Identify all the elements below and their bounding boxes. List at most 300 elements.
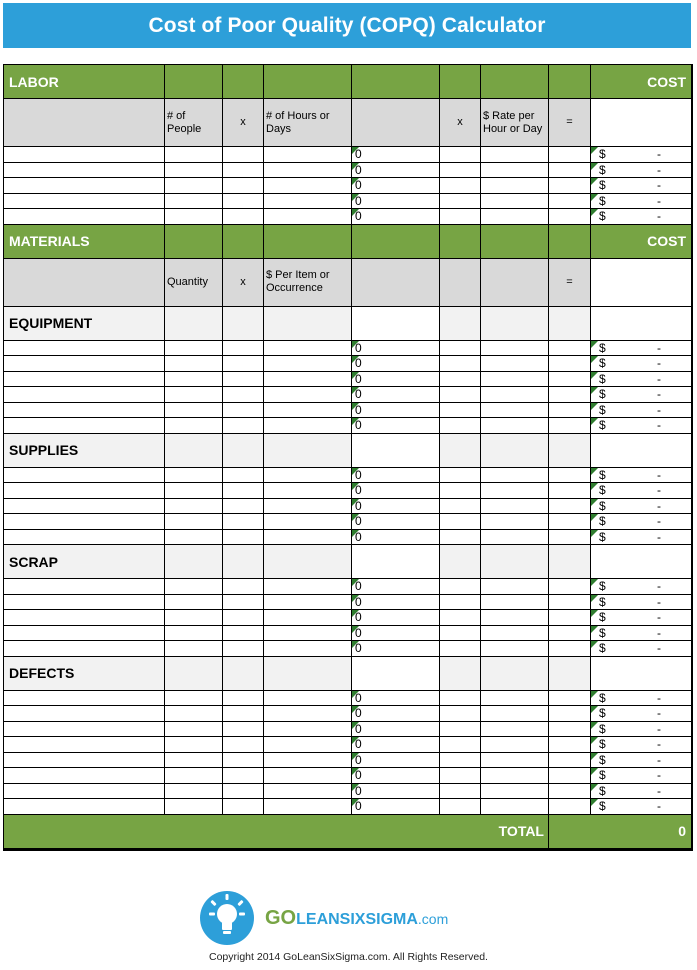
materials-row-cell[interactable] xyxy=(4,768,165,784)
materials-row-cell[interactable] xyxy=(481,403,549,419)
labor-column-header-text: x xyxy=(240,116,246,128)
materials-row-cell[interactable] xyxy=(440,595,481,611)
labor-row-cell[interactable] xyxy=(4,163,165,179)
materials-row-cell[interactable] xyxy=(223,753,264,769)
materials-row-cell[interactable] xyxy=(549,706,591,722)
labor-row-formula-value[interactable] xyxy=(352,147,440,163)
materials-row-cell[interactable] xyxy=(4,626,165,642)
labor-row-cell[interactable] xyxy=(549,147,591,163)
group-scrap-title-cell xyxy=(264,545,352,579)
labor-row-formula-value[interactable] xyxy=(352,178,440,194)
total-value xyxy=(549,815,692,849)
materials-row-cell[interactable] xyxy=(165,768,223,784)
materials-row-cell[interactable] xyxy=(549,784,591,800)
materials-row-cell[interactable] xyxy=(440,641,481,657)
materials-row-cell[interactable] xyxy=(440,737,481,753)
materials-row-formula-value[interactable] xyxy=(352,595,440,611)
materials-row-formula-value[interactable] xyxy=(352,418,440,434)
formula-marker-icon xyxy=(352,737,359,744)
materials-row-cell[interactable] xyxy=(481,768,549,784)
materials-row-cell[interactable] xyxy=(481,626,549,642)
materials-row-cell[interactable] xyxy=(223,737,264,753)
labor-row-cell[interactable] xyxy=(481,178,549,194)
materials-row-cell[interactable] xyxy=(440,768,481,784)
materials-row-cell[interactable] xyxy=(264,706,352,722)
materials-row-cell[interactable] xyxy=(4,691,165,707)
materials-row-cell[interactable] xyxy=(440,387,481,403)
materials-row-cell[interactable] xyxy=(223,499,264,515)
materials-row-cell[interactable] xyxy=(440,799,481,815)
materials-row-cost[interactable] xyxy=(591,403,692,419)
materials-row-cell[interactable] xyxy=(481,595,549,611)
materials-row-cell[interactable] xyxy=(4,610,165,626)
materials-row-cell[interactable] xyxy=(165,341,223,357)
materials-row-cell[interactable] xyxy=(440,722,481,738)
group-equipment-title xyxy=(4,307,165,341)
labor-row-cell[interactable] xyxy=(165,209,223,225)
materials-row-cost-text: $ xyxy=(599,356,606,370)
materials-row-cell[interactable] xyxy=(223,784,264,800)
labor-row-cell[interactable] xyxy=(4,178,165,194)
labor-row-cost[interactable] xyxy=(591,163,692,179)
materials-row-formula-value[interactable] xyxy=(352,722,440,738)
materials-row-cell[interactable] xyxy=(165,530,223,546)
materials-row-formula-value[interactable] xyxy=(352,626,440,642)
labor-row-cell[interactable] xyxy=(4,147,165,163)
labor-row-cell[interactable] xyxy=(264,147,352,163)
materials-row-cell[interactable] xyxy=(165,387,223,403)
col-multiply-2 xyxy=(440,99,481,147)
materials-row-formula-value[interactable] xyxy=(352,403,440,419)
materials-row-formula-value[interactable] xyxy=(352,753,440,769)
materials-row-cell[interactable] xyxy=(440,626,481,642)
labor-row-cell[interactable] xyxy=(549,194,591,210)
materials-row-cell[interactable] xyxy=(165,418,223,434)
labor-row-cell[interactable] xyxy=(549,163,591,179)
materials-row-cell[interactable] xyxy=(264,418,352,434)
materials-row-cell[interactable] xyxy=(440,356,481,372)
materials-row-formula-value[interactable] xyxy=(352,768,440,784)
materials-row-cell[interactable] xyxy=(481,722,549,738)
materials-row-cell[interactable] xyxy=(264,403,352,419)
materials-section-title xyxy=(4,225,165,259)
labor-row-cell[interactable] xyxy=(481,209,549,225)
materials-row-cell[interactable] xyxy=(223,706,264,722)
materials-row-cell[interactable] xyxy=(165,753,223,769)
formula-marker-icon xyxy=(352,579,359,586)
materials-row-cell[interactable] xyxy=(549,626,591,642)
materials-row-cell[interactable] xyxy=(165,514,223,530)
materials-row-cell[interactable] xyxy=(549,530,591,546)
materials-column-header xyxy=(4,259,165,307)
labor-row-formula-value[interactable] xyxy=(352,194,440,210)
labor-row-cell[interactable] xyxy=(440,209,481,225)
materials-row-cell[interactable] xyxy=(165,403,223,419)
materials-row-formula-value[interactable] xyxy=(352,799,440,815)
labor-row-cost[interactable] xyxy=(591,209,692,225)
materials-row-formula-value[interactable] xyxy=(352,579,440,595)
materials-row-cell[interactable] xyxy=(264,626,352,642)
labor-row-cell[interactable] xyxy=(264,194,352,210)
materials-row-cell[interactable] xyxy=(264,641,352,657)
labor-row-cell[interactable] xyxy=(264,163,352,179)
labor-row-cell[interactable] xyxy=(264,209,352,225)
materials-row-cell[interactable] xyxy=(223,722,264,738)
materials-row-cost[interactable] xyxy=(591,530,692,546)
labor-row-cost-text: - xyxy=(657,147,661,161)
materials-row-cell[interactable] xyxy=(223,799,264,815)
materials-row-cell[interactable] xyxy=(549,514,591,530)
group-equipment-title-cell xyxy=(165,307,223,341)
materials-row-cell[interactable] xyxy=(165,641,223,657)
labor-row-cell[interactable] xyxy=(223,147,264,163)
materials-row-cell[interactable] xyxy=(223,626,264,642)
materials-row-cost-text: $ xyxy=(599,768,606,782)
materials-row-cell[interactable] xyxy=(4,468,165,484)
materials-row-formula-value[interactable] xyxy=(352,706,440,722)
materials-row-cell[interactable] xyxy=(165,372,223,388)
materials-row-cell[interactable] xyxy=(4,595,165,611)
labor-row-cost[interactable] xyxy=(591,147,692,163)
formula-marker-icon xyxy=(352,194,359,201)
materials-row-cell[interactable] xyxy=(264,514,352,530)
materials-row-formula-value[interactable] xyxy=(352,610,440,626)
materials-row-cell[interactable] xyxy=(165,784,223,800)
materials-row-formula-value-text: 0 xyxy=(355,467,362,482)
materials-row-formula-value-text: 0 xyxy=(355,483,362,497)
materials-row-cost-text: $ xyxy=(599,483,606,497)
formula-marker-icon xyxy=(591,784,598,791)
materials-row-cell[interactable] xyxy=(481,356,549,372)
materials-row-cell[interactable] xyxy=(264,610,352,626)
materials-row-cell[interactable] xyxy=(223,372,264,388)
materials-row-cost[interactable] xyxy=(591,468,692,484)
materials-row-formula-value[interactable] xyxy=(352,514,440,530)
materials-row-cost[interactable] xyxy=(591,626,692,642)
materials-row-cell[interactable] xyxy=(4,341,165,357)
materials-row-formula-value[interactable] xyxy=(352,372,440,388)
labor-row-cell[interactable] xyxy=(165,178,223,194)
formula-marker-icon xyxy=(352,418,359,425)
materials-row-cell[interactable] xyxy=(481,706,549,722)
labor-row-cost[interactable] xyxy=(591,194,692,210)
materials-row-cell[interactable] xyxy=(549,387,591,403)
materials-row-cost[interactable] xyxy=(591,753,692,769)
labor-row-cell[interactable] xyxy=(440,178,481,194)
materials-row-cell[interactable] xyxy=(549,468,591,484)
materials-row-cost[interactable] xyxy=(591,514,692,530)
materials-row-cell[interactable] xyxy=(223,595,264,611)
materials-row-cell[interactable] xyxy=(481,530,549,546)
materials-row-cell[interactable] xyxy=(4,483,165,499)
materials-row-cell[interactable] xyxy=(264,595,352,611)
materials-row-cost[interactable] xyxy=(591,356,692,372)
materials-row-cell[interactable] xyxy=(223,641,264,657)
materials-row-cell[interactable] xyxy=(481,610,549,626)
materials-row-cell[interactable] xyxy=(4,499,165,515)
materials-row-cell[interactable] xyxy=(440,610,481,626)
materials-row-formula-value[interactable] xyxy=(352,356,440,372)
materials-row-formula-value-text: 0 xyxy=(355,529,362,544)
materials-row-cell[interactable] xyxy=(481,418,549,434)
materials-row-cell[interactable] xyxy=(481,372,549,388)
materials-row-cost[interactable] xyxy=(591,799,692,815)
materials-row-cell[interactable] xyxy=(549,403,591,419)
materials-row-cost-text: $ xyxy=(599,529,606,544)
group-defects-title-cell xyxy=(264,657,352,691)
materials-row-cost[interactable] xyxy=(591,579,692,595)
materials-row-cell[interactable] xyxy=(4,722,165,738)
materials-row-cell[interactable] xyxy=(165,499,223,515)
materials-row-cell[interactable] xyxy=(549,372,591,388)
materials-row-cell[interactable] xyxy=(440,483,481,499)
labor-row-cell[interactable] xyxy=(481,147,549,163)
materials-row-cell[interactable] xyxy=(4,530,165,546)
materials-row-cell[interactable] xyxy=(165,737,223,753)
materials-column-header-text: Quantity xyxy=(167,275,208,288)
materials-row-cell[interactable] xyxy=(165,610,223,626)
materials-row-cell[interactable] xyxy=(481,784,549,800)
materials-row-formula-value[interactable] xyxy=(352,737,440,753)
formula-marker-icon xyxy=(352,499,359,506)
materials-row-cell[interactable] xyxy=(4,784,165,800)
labor-column-header xyxy=(591,99,692,147)
materials-row-cell[interactable] xyxy=(264,784,352,800)
materials-row-cell[interactable] xyxy=(264,499,352,515)
labor-row-cell[interactable] xyxy=(264,178,352,194)
materials-row-cell[interactable] xyxy=(165,468,223,484)
materials-row-cell[interactable] xyxy=(549,483,591,499)
materials-row-cell[interactable] xyxy=(549,753,591,769)
materials-row-formula-value[interactable] xyxy=(352,483,440,499)
materials-row-cell[interactable] xyxy=(223,356,264,372)
group-defects-title-cell xyxy=(165,657,223,691)
materials-row-cell[interactable] xyxy=(4,706,165,722)
materials-row-cell[interactable] xyxy=(549,691,591,707)
materials-row-cell[interactable] xyxy=(4,753,165,769)
materials-row-cell[interactable] xyxy=(481,387,549,403)
group-equipment-title-cell xyxy=(440,307,481,341)
materials-row-cell[interactable] xyxy=(481,514,549,530)
materials-row-cell[interactable] xyxy=(4,418,165,434)
materials-row-cell[interactable] xyxy=(481,691,549,707)
materials-row-cell[interactable] xyxy=(165,799,223,815)
materials-row-cell[interactable] xyxy=(264,387,352,403)
materials-row-cell[interactable] xyxy=(549,341,591,357)
labor-row-cell[interactable] xyxy=(165,163,223,179)
materials-row-cost[interactable] xyxy=(591,341,692,357)
materials-row-cell[interactable] xyxy=(549,799,591,815)
materials-row-cell[interactable] xyxy=(264,691,352,707)
materials-row-formula-value[interactable] xyxy=(352,341,440,357)
materials-row-cost[interactable] xyxy=(591,595,692,611)
materials-row-cell[interactable] xyxy=(4,737,165,753)
labor-row-cell[interactable] xyxy=(165,147,223,163)
materials-row-cell[interactable] xyxy=(165,722,223,738)
labor-row-cell[interactable] xyxy=(481,163,549,179)
materials-row-cell[interactable] xyxy=(264,372,352,388)
materials-row-cell[interactable] xyxy=(549,610,591,626)
materials-row-cost[interactable] xyxy=(591,418,692,434)
materials-row-cell[interactable] xyxy=(440,579,481,595)
materials-row-cell[interactable] xyxy=(165,356,223,372)
materials-row-cost[interactable] xyxy=(591,641,692,657)
materials-row-cost[interactable] xyxy=(591,387,692,403)
col-rate-header xyxy=(481,99,549,147)
group-supplies-title-cell xyxy=(264,434,352,468)
materials-row-cost[interactable] xyxy=(591,372,692,388)
materials-row-cell[interactable] xyxy=(440,514,481,530)
materials-row-cost[interactable] xyxy=(591,706,692,722)
materials-row-cell[interactable] xyxy=(549,768,591,784)
materials-row-cell[interactable] xyxy=(549,595,591,611)
materials-row-cell[interactable] xyxy=(440,341,481,357)
labor-row-cell[interactable] xyxy=(165,194,223,210)
materials-row-cell[interactable] xyxy=(481,753,549,769)
materials-row-cell[interactable] xyxy=(264,483,352,499)
col-per-item-header xyxy=(264,259,352,307)
materials-row-cell[interactable] xyxy=(549,737,591,753)
materials-row-cost[interactable] xyxy=(591,499,692,515)
labor-row-cell[interactable] xyxy=(481,194,549,210)
labor-row-cell[interactable] xyxy=(223,194,264,210)
labor-row-formula-value[interactable] xyxy=(352,209,440,225)
materials-row-cell[interactable] xyxy=(481,483,549,499)
materials-row-formula-value[interactable] xyxy=(352,691,440,707)
formula-marker-icon xyxy=(591,387,598,394)
materials-row-cell[interactable] xyxy=(440,706,481,722)
materials-row-cell[interactable] xyxy=(223,610,264,626)
materials-row-cell[interactable] xyxy=(223,579,264,595)
materials-row-cost[interactable] xyxy=(591,691,692,707)
materials-row-cell[interactable] xyxy=(4,403,165,419)
materials-row-cost-text: $ xyxy=(599,625,606,640)
materials-row-cell[interactable] xyxy=(481,499,549,515)
materials-row-cell[interactable] xyxy=(264,341,352,357)
materials-row-cell[interactable] xyxy=(223,468,264,484)
materials-row-cell[interactable] xyxy=(440,530,481,546)
materials-row-cell[interactable] xyxy=(165,595,223,611)
materials-row-cell[interactable] xyxy=(549,418,591,434)
labor-row-formula-value[interactable] xyxy=(352,163,440,179)
materials-row-cell[interactable] xyxy=(165,706,223,722)
materials-row-cell[interactable] xyxy=(165,626,223,642)
materials-row-cost[interactable] xyxy=(591,784,692,800)
labor-row-cost[interactable] xyxy=(591,178,692,194)
materials-row-cell[interactable] xyxy=(223,341,264,357)
materials-row-cost[interactable] xyxy=(591,483,692,499)
materials-row-cell[interactable] xyxy=(4,387,165,403)
labor-row-cell[interactable] xyxy=(223,209,264,225)
materials-row-cell[interactable] xyxy=(223,483,264,499)
materials-row-cell[interactable] xyxy=(481,468,549,484)
materials-row-cell[interactable] xyxy=(223,768,264,784)
materials-row-formula-value[interactable] xyxy=(352,387,440,403)
group-equipment-title-cell xyxy=(591,307,692,341)
materials-row-cell[interactable] xyxy=(165,579,223,595)
materials-row-formula-value[interactable] xyxy=(352,784,440,800)
materials-row-cell[interactable] xyxy=(264,356,352,372)
labor-row-cell[interactable] xyxy=(549,178,591,194)
materials-row-formula-value[interactable] xyxy=(352,641,440,657)
materials-row-cell[interactable] xyxy=(264,768,352,784)
labor-row-cell[interactable] xyxy=(440,194,481,210)
labor-row-cell[interactable] xyxy=(440,147,481,163)
materials-row-cost-text: $ xyxy=(599,402,606,417)
materials-row-cell[interactable] xyxy=(440,691,481,707)
materials-row-cell[interactable] xyxy=(4,372,165,388)
materials-row-cell[interactable] xyxy=(223,418,264,434)
labor-row-cell[interactable] xyxy=(223,163,264,179)
materials-row-cell[interactable] xyxy=(481,579,549,595)
materials-row-cell[interactable] xyxy=(223,387,264,403)
materials-row-cell[interactable] xyxy=(549,722,591,738)
labor-row-cell[interactable] xyxy=(4,194,165,210)
materials-row-cell[interactable] xyxy=(440,372,481,388)
materials-row-cost[interactable] xyxy=(591,610,692,626)
materials-row-cell[interactable] xyxy=(4,579,165,595)
materials-row-cell[interactable] xyxy=(440,403,481,419)
materials-row-cell[interactable] xyxy=(223,403,264,419)
materials-row-cell[interactable] xyxy=(264,530,352,546)
materials-row-cell[interactable] xyxy=(549,579,591,595)
materials-row-formula-value[interactable] xyxy=(352,468,440,484)
materials-row-cell[interactable] xyxy=(440,753,481,769)
materials-row-cell[interactable] xyxy=(223,530,264,546)
formula-marker-icon xyxy=(352,387,359,394)
labor-row-cell[interactable] xyxy=(223,178,264,194)
materials-row-cell[interactable] xyxy=(4,356,165,372)
materials-row-cell[interactable] xyxy=(165,483,223,499)
materials-row-cell[interactable] xyxy=(4,514,165,530)
materials-row-cell[interactable] xyxy=(264,753,352,769)
materials-row-cell[interactable] xyxy=(4,799,165,815)
formula-marker-icon xyxy=(352,722,359,729)
labor-row-cell[interactable] xyxy=(440,163,481,179)
materials-row-cell[interactable] xyxy=(481,341,549,357)
materials-row-cell[interactable] xyxy=(481,641,549,657)
materials-row-cell[interactable] xyxy=(440,418,481,434)
materials-row-cost[interactable] xyxy=(591,722,692,738)
materials-row-cell[interactable] xyxy=(264,737,352,753)
labor-row-cell[interactable] xyxy=(4,209,165,225)
materials-row-cost-text: - xyxy=(657,737,661,751)
materials-row-formula-value[interactable] xyxy=(352,530,440,546)
materials-row-cell[interactable] xyxy=(264,799,352,815)
materials-row-cell[interactable] xyxy=(264,468,352,484)
materials-row-cost[interactable] xyxy=(591,737,692,753)
materials-row-cell[interactable] xyxy=(440,499,481,515)
materials-row-cell[interactable] xyxy=(481,737,549,753)
materials-row-cell[interactable] xyxy=(4,641,165,657)
labor-row-cell[interactable] xyxy=(549,209,591,225)
materials-row-cell[interactable] xyxy=(481,799,549,815)
formula-marker-icon xyxy=(591,530,598,537)
materials-row-cell[interactable] xyxy=(440,784,481,800)
materials-row-cell[interactable] xyxy=(223,514,264,530)
materials-row-formula-value[interactable] xyxy=(352,499,440,515)
materials-row-cell[interactable] xyxy=(264,579,352,595)
materials-row-cell[interactable] xyxy=(549,641,591,657)
materials-row-cell[interactable] xyxy=(549,356,591,372)
materials-row-cost[interactable] xyxy=(591,768,692,784)
materials-row-cell[interactable] xyxy=(223,691,264,707)
materials-row-cell[interactable] xyxy=(549,499,591,515)
materials-row-cell[interactable] xyxy=(165,691,223,707)
labor-column-header-text: x xyxy=(457,116,463,128)
materials-row-cell[interactable] xyxy=(440,468,481,484)
materials-row-cell[interactable] xyxy=(264,722,352,738)
